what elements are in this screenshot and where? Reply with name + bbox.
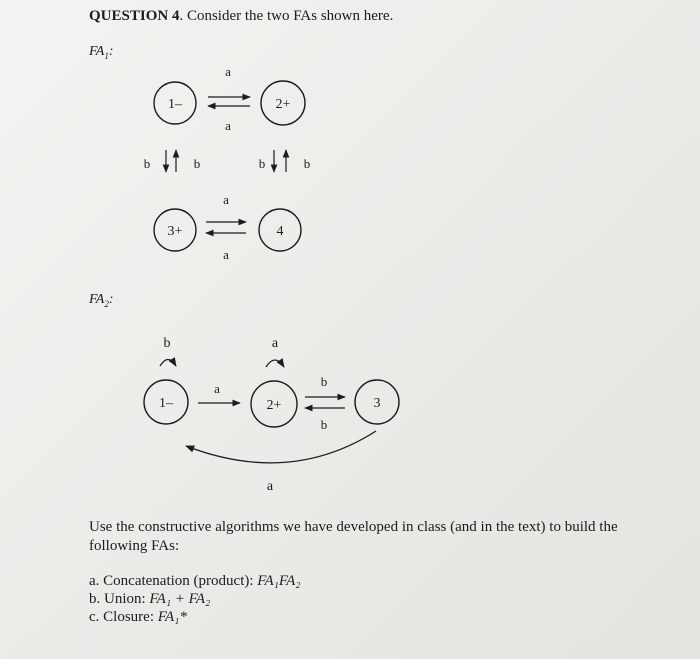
- fa1-edge-label-left-up: b: [193, 156, 201, 171]
- fa2-loop2-label: a: [271, 336, 279, 351]
- task-list: [89, 572, 301, 626]
- fa1-state-2-label: 2+: [275, 97, 291, 112]
- fa1-edge-label-left-down: b: [143, 156, 151, 171]
- fa1-state-4-label: 4: [276, 224, 284, 239]
- question-text: . Consider the two FAs shown here.: [179, 8, 394, 24]
- fa1-state-1-label: 1–: [168, 97, 182, 112]
- fa1-diagram: [144, 64, 311, 262]
- fa1-edge-label-top-left: a: [225, 118, 231, 133]
- fa1-edge-label-top-right: a: [225, 64, 231, 79]
- fa2-diagram: [144, 336, 399, 494]
- fa2-e23-label: b: [320, 374, 328, 389]
- question-number: QUESTION 4: [89, 8, 180, 24]
- fa1-state-3-label: 3+: [167, 224, 183, 239]
- task-item-union: b. Union: FA₁ + FA₂: [89, 591, 211, 607]
- task-item-concatenation: a. Concatenation (product): FA₁FA₂: [89, 573, 301, 589]
- fa2-e31-label: a: [266, 479, 274, 494]
- fa2-label: $FA_2$:: [89, 292, 114, 309]
- fa1-edge-label-right-up: b: [303, 156, 311, 171]
- fa2-state-2-label: 2+: [266, 398, 282, 413]
- task-item-closure: c. Closure: FA₁*: [89, 609, 187, 625]
- fa2-arrow-3-to-1: [186, 431, 376, 463]
- instructions-text: Use the constructive algorithms we have developed in class (and in the text) to build the following FAs:: [89, 519, 618, 554]
- fa1-edge-label-bottom-right: a: [223, 192, 229, 207]
- fa2-state-1-label: 1–: [159, 396, 173, 411]
- fa1-edge-label-right-down: b: [258, 156, 266, 171]
- fa2-loop-state-2: [266, 360, 284, 367]
- fa2-loop-state-1: [160, 360, 176, 367]
- fa2-state-3-label: 3: [373, 396, 381, 411]
- fa1-edge-label-bottom-left: a: [223, 247, 229, 262]
- fa2-e12-label: a: [214, 381, 220, 396]
- fa2-loop1-label: b: [163, 336, 171, 351]
- fa2-e32-label: b: [320, 417, 328, 432]
- fa1-label: $FA_1$:: [89, 44, 114, 61]
